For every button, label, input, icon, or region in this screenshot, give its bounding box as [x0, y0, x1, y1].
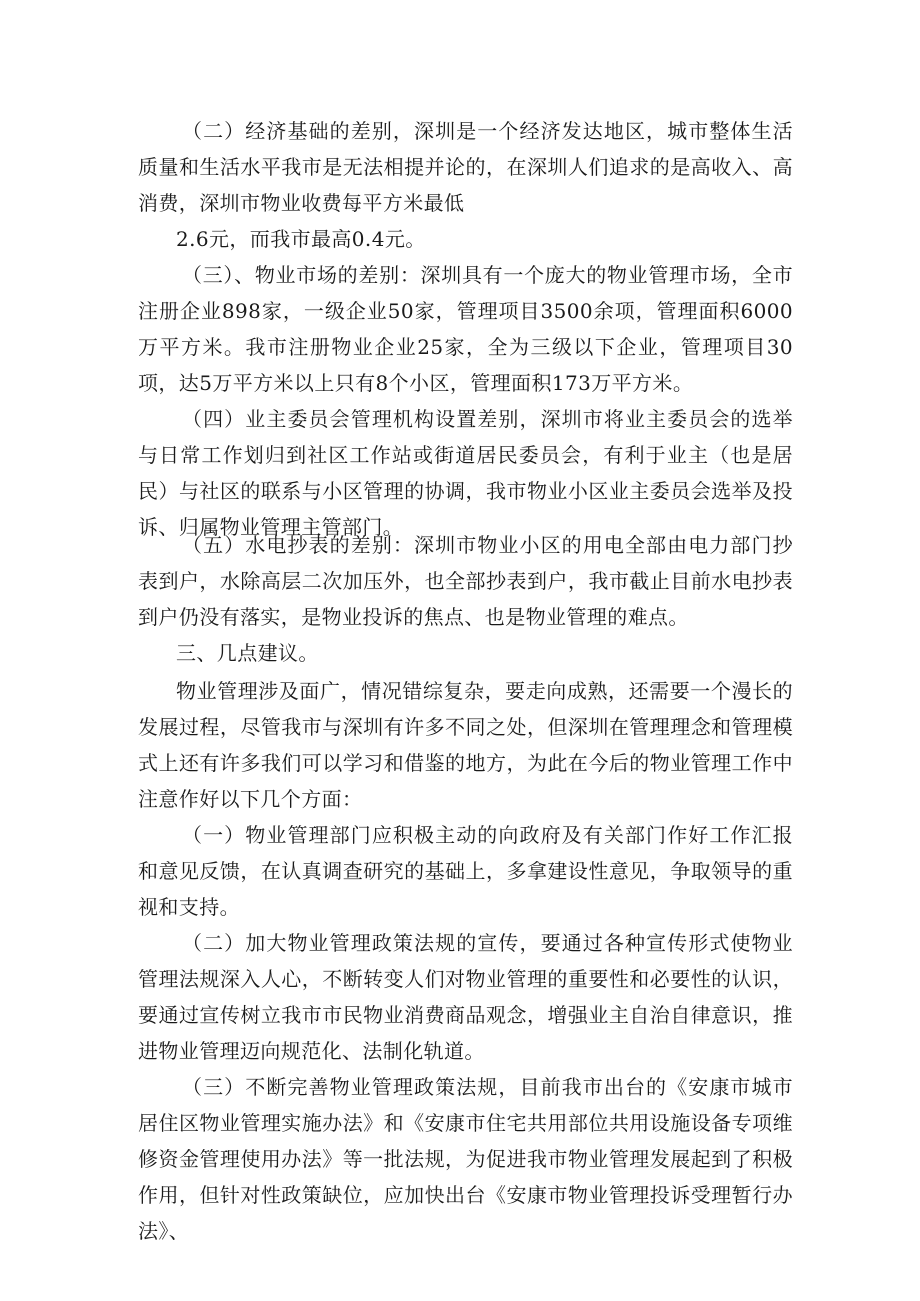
paragraph-meter-reading: （五）水电抄表的差别：深圳市物业小区的用电全部由电力部门抄表到户，水除高层二次加压外，也全部抄表到户，我市截止目前水电抄表到户仍没有落实，是物业投诉的焦点、也是物业管理的难点。 — [138, 533, 793, 629]
paragraph-economic-difference: （二）经济基础的差别，深圳是一个经济发达地区，城市整体生活质量和生活水平我市是无法相提并论的，在深圳人们追求的是高收入、高消费，深圳市物业收费每平方米最低 — [138, 119, 793, 215]
paragraph-market-difference: （三）、物业市场的差别：深圳具有一个庞大的物业管理市场，全市注册企业898家，一级企业50家，管理项目3500余项，管理面积6000万平方米。我市注册物业企业25家，全为三级以下企业，管理项目30项，达5万平方米以上只有8个小区，管理面积173万平方米。 — [138, 263, 793, 395]
paragraph-fee-comparison: 2.6元，而我市最高0.4元。 — [176, 227, 426, 251]
paragraph-suggestions-intro: 物业管理涉及面广，情况错综复杂，要走向成熟，还需要一个漫长的发展过程，尽管我市与深圳有许多不同之处，但深圳在管理理念和管理模式上还有许多我们可以学习和借鉴的地方，为此在今后的物业管理工作中注意作好以下几个方面： — [138, 679, 793, 811]
section-heading-suggestions: 三、几点建议。 — [176, 641, 319, 665]
paragraph-suggestion-one: （一）物业管理部门应积极主动的向政府及有关部门作好工作汇报和意见反馈，在认真调查研究的基础上，多拿建设性意见，争取领导的重视和支持。 — [138, 823, 793, 919]
paragraph-suggestion-two: （二）加大物业管理政策法规的宣传，要通过各种宣传形式使物业管理法规深入人心，不断转变人们对物业管理的重要性和必要性的认识，要通过宣传树立我市市民物业消费商品观念，增强业主自治自律意识，推进物业管理迈向规范化、法制化轨道。 — [138, 931, 793, 1063]
paragraph-suggestion-three: （三）不断完善物业管理政策法规，目前我市出台的《安康市城市居住区物业管理实施办法》和《安康市住宅共用部位共用设施设备专项维修资金管理使用办法》等一批法规，为促进我市物业管理发展起到了积极作用，但针对性政策缺位，应加快出台《安康市物业管理投诉受理暂行办法》、 — [138, 1075, 793, 1243]
paragraph-owner-committee: （四）业主委员会管理机构设置差别，深圳市将业主委员会的选举与日常工作划归到社区工作站或街道居民委员会，有利于业主（也是居民）与社区的联系与小区管理的协调，我市物业小区业主委员会选举及投诉、归属物业管理主管部门。 — [138, 407, 793, 539]
